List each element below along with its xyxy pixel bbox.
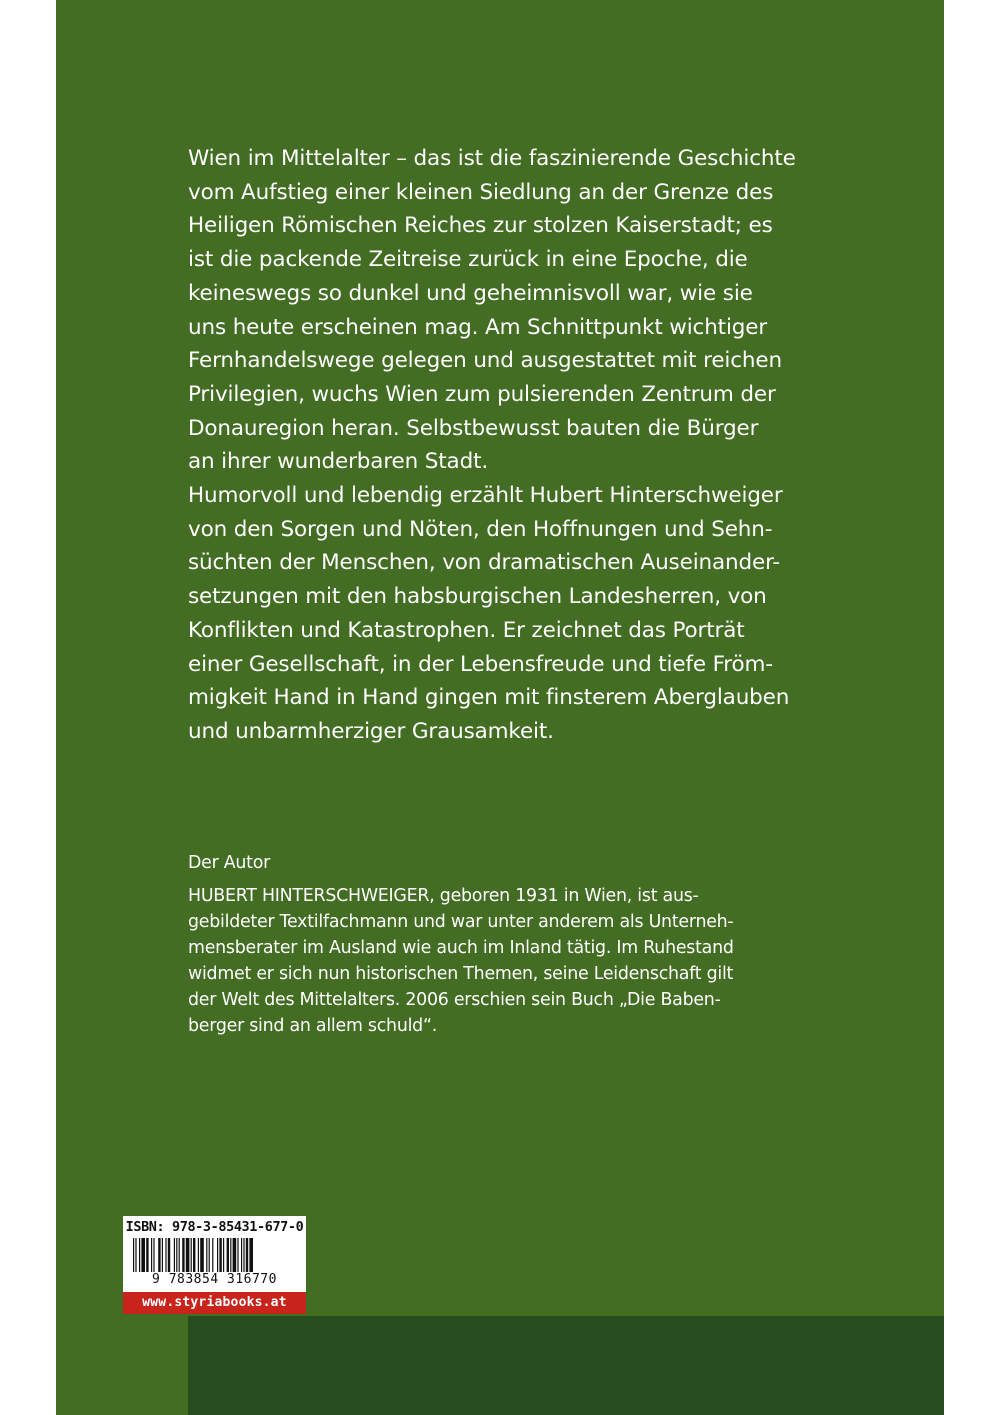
text-line: ist die packende Zeitreise zurück in eine Epoche, die (188, 247, 748, 273)
text-line: HUBERT HINTERSCHWEIGER, geboren 1931 in Wien, ist aus- (188, 886, 699, 906)
barcode-panel (123, 1216, 306, 1292)
isbn-number: ISBN: 978-3-85431-677-0 (125, 1219, 304, 1235)
barcode-digits: 9 783854 316770 (152, 1272, 277, 1287)
text-line: berger sind an allem schuld“. (188, 1016, 437, 1036)
blurb-paragraph-1 (188, 142, 798, 479)
barcode-icon (133, 1238, 296, 1272)
text-line: gebildeter Textilfachmann und war unter anderem als Unterneh- (188, 912, 734, 932)
blurb-paragraph-2 (188, 479, 798, 749)
text-line: mensberater im Ausland wie auch im Inland tätig. Im Ruhestand (188, 938, 734, 958)
text-line: einer Gesellschaft, in der Lebensfreude und tiefe Fröm- (188, 651, 773, 677)
text-line: migkeit Hand in Hand gingen mit finsterem Aberglauben (188, 685, 790, 711)
text-line: Donauregion heran. Selbstbewusst bauten die Bürger (188, 415, 759, 441)
publisher-url: www.styriabooks.at (123, 1292, 306, 1314)
text-line: süchten der Menschen, von dramatischen Auseinander- (188, 550, 780, 576)
text-line: an ihrer wunderbaren Stadt. (188, 449, 489, 475)
text-line: Wien im Mittelalter – das ist die faszinierende Geschichte (188, 146, 796, 171)
text-line: und unbarmherziger Grausamkeit. (188, 718, 554, 744)
text-line: vom Aufstieg einer kleinen Siedlung an der Grenze des (188, 179, 774, 205)
barcode-block (123, 1216, 306, 1314)
text-line: Privilegien, wuchs Wien zum pulsierenden Zentrum der (188, 381, 776, 407)
text-line: Konflikten und Katastrophen. Er zeichnet das Porträt (188, 617, 745, 643)
text-line: keineswegs so dunkel und geheimnisvoll war, wie sie (188, 280, 753, 306)
author-heading: Der Autor (188, 853, 271, 873)
blurb-text (188, 142, 798, 749)
dark-bottom-band (188, 1316, 944, 1415)
text-line: Humorvoll und lebendig erzählt Hubert Hinterschweiger (188, 483, 783, 509)
text-line: Fernhandelswege gelegen und ausgestattet mit reichen (188, 348, 782, 374)
text-line: von den Sorgen und Nöten, den Hoffnungen und Sehn- (188, 516, 773, 542)
text-line: Heiligen Römischen Reiches zur stolzen Kaiserstadt; es (188, 213, 773, 239)
text-line: setzungen mit den habsburgischen Landesherren, von (188, 584, 767, 610)
text-line: der Welt des Mittelalters. 2006 erschien sein Buch „Die Baben- (188, 990, 721, 1010)
author-section (188, 850, 798, 1039)
author-bio (188, 883, 798, 1039)
book-back-cover (56, 0, 944, 1415)
text-line: widmet er sich nun historischen Themen, seine Leidenschaft gilt (188, 964, 734, 984)
text-line: uns heute erscheinen mag. Am Schnittpunkt wichtiger (188, 314, 768, 340)
